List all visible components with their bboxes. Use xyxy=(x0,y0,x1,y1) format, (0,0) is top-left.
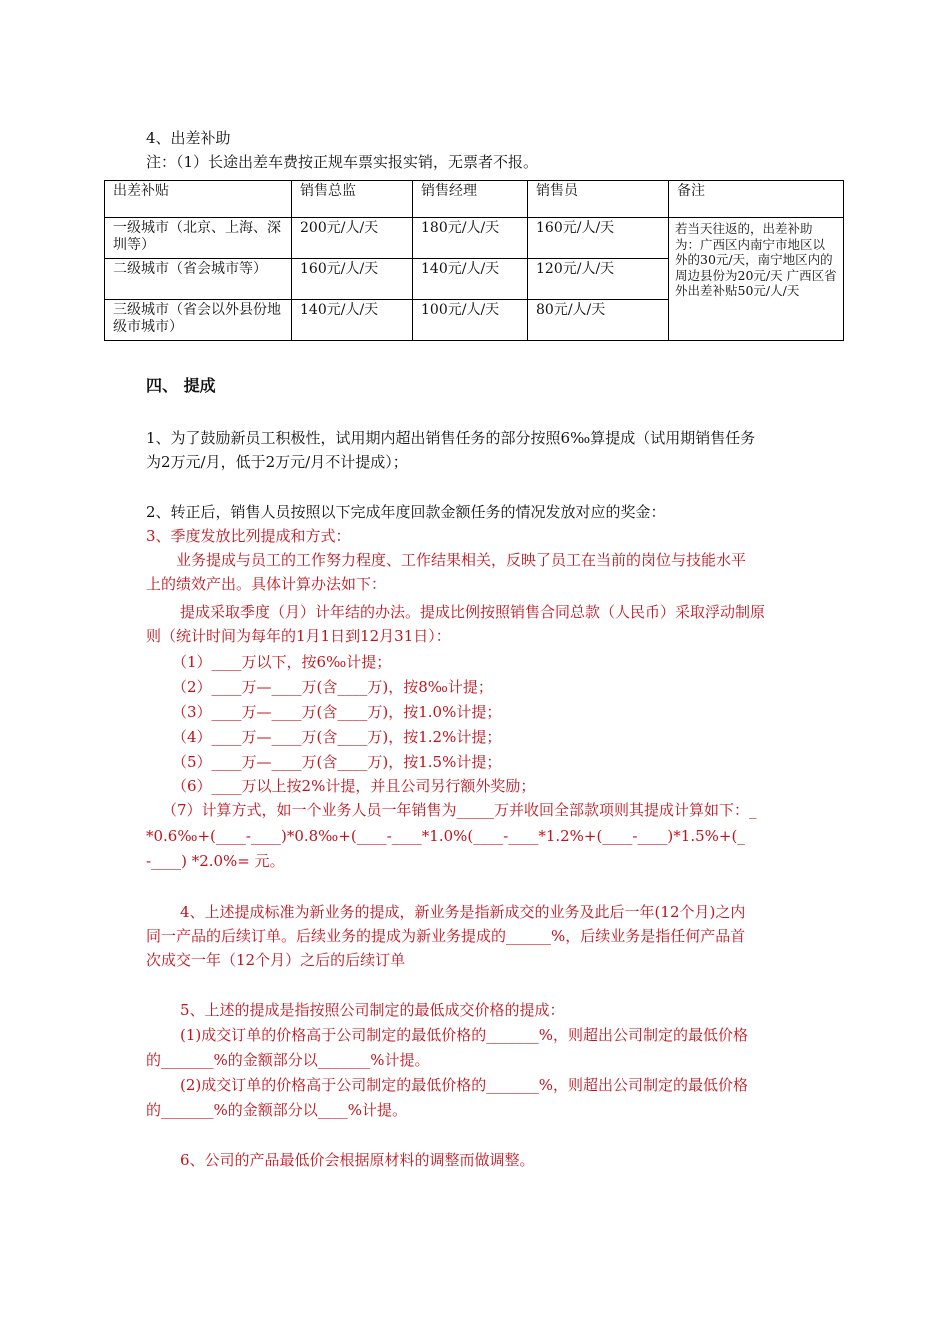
tier-item: （2）____万—____万(含____万)，按8‰计提； xyxy=(172,678,493,696)
calc-line2: *0.6‰+(____-____)*0.8‰+(____-____*1.0%(____-____*1.2%+(____-____)*1.5%+(_ xyxy=(146,827,745,845)
paragraph-4-line2: 同一产品的后续订单。后续业务的提成为新业务提成的______%，后续业务是指任何产品首 xyxy=(146,927,746,945)
paragraph-5a-line2: 的_______%的金额部分以_______%计提。 xyxy=(146,1051,430,1069)
table-header-cell: 销售总监 xyxy=(292,181,413,218)
tier-item: （5）____万—____万(含____万)，按1.5%计提； xyxy=(172,753,502,771)
paragraph-4-line3: 次成交一年（12个月）之后的后续订单 xyxy=(146,951,406,969)
paragraph-3b-line2: 则（统计时间为每年的1月1日到12月31日）： xyxy=(146,627,451,645)
section-heading: 四、 提成 xyxy=(146,376,216,395)
paragraph-5-title: 5、上述的提成是指按照公司制定的最低成交价格的提成： xyxy=(180,1001,565,1019)
table-cell-city: 三级城市（省会以外县份地级市城市） xyxy=(105,300,292,341)
table-cell: 160元/人/天 xyxy=(528,218,669,259)
paragraph-1-line1: 1、为了鼓励新员工积极性，试用期内超出销售任务的部分按照6‰算提成（试用期销售任务 xyxy=(146,429,756,447)
table-cell: 180元/人/天 xyxy=(413,218,528,259)
table-header-row xyxy=(105,181,844,218)
tier-item: （3）____万—____万(含____万)，按1.0%计提； xyxy=(172,703,502,721)
paragraph-6: 6、公司的产品最低价会根据原材料的调整而做调整。 xyxy=(180,1151,535,1169)
paragraph-2: 2、转正后，销售人员按照以下完成年度回款金额任务的情况发放对应的奖金： xyxy=(146,503,666,521)
table-header-cell: 销售经理 xyxy=(413,181,528,218)
table-cell: 140元/人/天 xyxy=(413,259,528,300)
table-cell: 120元/人/天 xyxy=(528,259,669,300)
paragraph-5a-line1: (1)成交订单的价格高于公司制定的最低价格的_______%，则超出公司制定的最低价格 xyxy=(180,1026,749,1044)
travel-allowance-table xyxy=(104,180,844,341)
travel-title: 4、出差补助 xyxy=(146,129,231,147)
paragraph-1-line2: 为2万元/月，低于2万元/月不计提成）； xyxy=(146,453,408,471)
table-cell: 200元/人/天 xyxy=(292,218,413,259)
table-row xyxy=(105,218,844,259)
table-header-cell: 出差补贴 xyxy=(105,181,292,218)
calc-line1: （7）计算方式，如一个业务人员一年销售为_____万并收回全部款项则其提成计算如下：_ xyxy=(162,801,757,819)
tier-item: （6）____万以上按2%计提，并且公司另行额外奖励； xyxy=(172,777,536,795)
paragraph-3-title: 3、季度发放比列提成和方式： xyxy=(146,527,351,545)
paragraph-5b-line2: 的_______%的金额部分以____%计提。 xyxy=(146,1101,408,1119)
paragraph-3a-line1: 业务提成与员工的工作努力程度、工作结果相关，反映了员工在当前的岗位与技能水平 xyxy=(176,551,747,569)
table-cell-city: 一级城市（北京、上海、深圳等） xyxy=(105,218,292,259)
paragraph-4-line1: 4、上述提成标准为新业务的提成，新业务是指新成交的业务及此后一年(12个月)之内 xyxy=(180,903,746,921)
table-cell: 80元/人/天 xyxy=(528,300,669,341)
table-cell-city: 二级城市（省会城市等） xyxy=(105,259,292,300)
table-cell: 100元/人/天 xyxy=(413,300,528,341)
table-cell: 160元/人/天 xyxy=(292,259,413,300)
paragraph-3b-line1: 提成采取季度（月）计年结的办法。提成比例按照销售合同总款（人民币）采取浮动制原 xyxy=(180,603,766,621)
travel-note: 注：（1）长途出差车费按正规车票实报实销，无票者不报。 xyxy=(146,153,539,171)
table-header-cell: 销售员 xyxy=(528,181,669,218)
tier-item: （4）____万—____万(含____万)，按1.2%计提； xyxy=(172,728,502,746)
paragraph-3a-line2: 上的绩效产出。具体计算办法如下： xyxy=(146,575,387,593)
table-header-cell: 备注 xyxy=(669,181,844,218)
tier-item: （1）____万以下，按6‰计提； xyxy=(172,653,392,671)
table-remark-cell: 若当天往返的，出差补助为：广西区内南宁市地区以外的30元/天，南宁地区内的周边县份为20元/天 广西区省外出差补贴50元/人/天 xyxy=(669,218,844,341)
table-cell: 140元/人/天 xyxy=(292,300,413,341)
calc-line3: -____) *2.0%= 元。 xyxy=(146,852,285,870)
paragraph-5b-line1: (2)成交订单的价格高于公司制定的最低价格的_______%，则超出公司制定的最低价格 xyxy=(180,1076,749,1094)
